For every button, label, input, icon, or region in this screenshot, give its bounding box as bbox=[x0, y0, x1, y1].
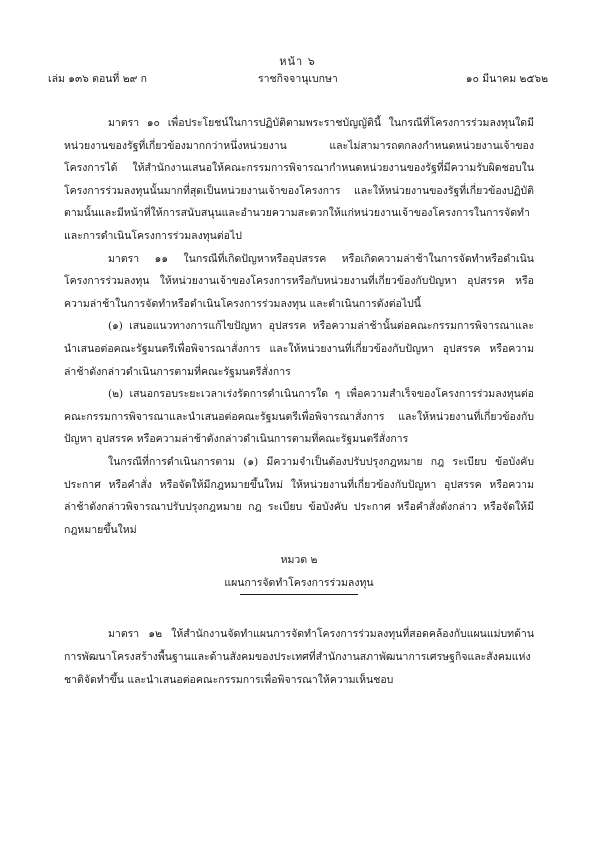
section-11-item-1: (๑) เสนอแนวทางการแก้ไขปัญหา อุปสรรค หรือความล่าช้านั้นต่อคณะกรรมการพิจารณาและนำเสนอต่อคณะรัฐมนตรีเพื่อพิจารณาสั่งการ และให้หน่วยงานที่เกี่ยวข้องกับปัญหา อุปสรรค หรือความล่าช้าดังกล่าวดำเนินการตามที่คณะรัฐมนตรีสั่งการ bbox=[64, 320, 534, 378]
page-header bbox=[48, 70, 548, 84]
section-11-paragraph: มาตรา ๑๑ ในกรณีที่เกิดปัญหาหรืออุปสรรค หรือเกิดความล่าช้าในการจัดทำหรือดำเนินโครงการร่วมลงทุน ให้หน่วยงานเจ้าของโครงการหรือกับหน่วยงานที่เกี่ยวข้องกับปัญหา อุปสรรค หรือความล่าช้าในการจัดทำหรือดำเนินโครงการร่วมลงทุน และดำเนินการดังต่อไปนี้ bbox=[64, 252, 534, 310]
header-volume: เล่ม ๑๓๖ ตอนที่ ๒๙ ก bbox=[48, 73, 147, 85]
header-gazette-name: ราชกิจจานุเบกษา bbox=[258, 73, 338, 85]
chapter-underline bbox=[240, 594, 358, 595]
section-12-paragraph: มาตรา ๑๒ ให้สำนักงานจัดทำแผนการจัดทำโครงการร่วมลงทุนที่สอดคล้องกับแผนแม่บทด้านการพัฒนาโครงสร้างพื้นฐานและด้านสังคมของประเทศที่สำนักงานสภาพัฒนาการเศรษฐกิจและสังคมแห่งชาติจัดทำขึ้น และนำเสนอต่อคณะกรรมการเพื่อพิจารณาให้ความเห็นชอบ bbox=[64, 628, 534, 686]
section-11-closing-paragraph: ในกรณีที่การดำเนินการตาม (๑) มีความจำเป็นต้องปรับปรุงกฎหมาย กฎ ระเบียบ ข้อบังคับ ประกาศ หรือคำสั่ง หรือจัดให้มีกฎหมายขึ้นใหม่ ให้หน่วยงานที่เกี่ยวข้องกับปัญหา อุปสรรค หรือความล่าช้าดังกล่าวพิจารณาปรับปรุงกฎหมาย กฎ ระเบียบ ข้อบังคับ ประกาศ หรือคำสั่งดังกล่าว หรือจัดให้มีกฎหมายขึ้นใหม่ bbox=[64, 455, 534, 536]
page-number: หน้า ๖ bbox=[279, 55, 316, 68]
section-10-paragraph: มาตรา ๑๐ เพื่อประโยชน์ในการปฏิบัติตามพระราชบัญญัตินี้ ในกรณีที่โครงการร่วมลงทุนใดมีหน่วยงานของรัฐที่เกี่ยวข้องมากกว่าหนึ่งหน่วยงาน และไม่สามารถตกลงกำหนดหน่วยงานเจ้าของโครงการได้ ให้สำนักงานเสนอให้คณะกรรมการพิจารณากำหนดหน่วยงานของรัฐที่มีความรับผิดชอบในโครงการร่วมลงทุนนั้นมากที่สุดเป็นหน่วยงานเจ้าของโครงการ และให้หน่วยงานของรัฐที่เกี่ยวข้องปฏิบัติตามนั้นและมีหน้าที่ให้การสนับสนุนและอำนวยความสะดวกให้แก่หน่วยงานเจ้าของโครงการในการจัดทำและการดำเนินโครงการร่วมลงทุนต่อไป bbox=[64, 117, 534, 242]
chapter-title: แผนการจัดทำโครงการร่วมลงทุน bbox=[224, 576, 374, 589]
chapter-heading bbox=[64, 549, 534, 594]
document-body bbox=[64, 112, 534, 691]
chapter-number: หมวด ๒ bbox=[280, 554, 318, 567]
header-date: ๑๐ มีนาคม ๒๕๖๒ bbox=[465, 73, 548, 85]
section-11-item-2: (๒) เสนอกรอบระยะเวลาเร่งรัดการดำเนินการใด ๆ เพื่อความสำเร็จของโครงการร่วมลงทุนต่อคณะกรรมการพิจารณาและนำเสนอต่อคณะรัฐมนตรีเพื่อพิจารณาสั่งการ และให้หน่วยงานที่เกี่ยวข้องกับปัญหา อุปสรรค หรือความล่าช้าดังกล่าวดำเนินการตามที่คณะรัฐมนตรีสั่งการ bbox=[64, 388, 534, 446]
